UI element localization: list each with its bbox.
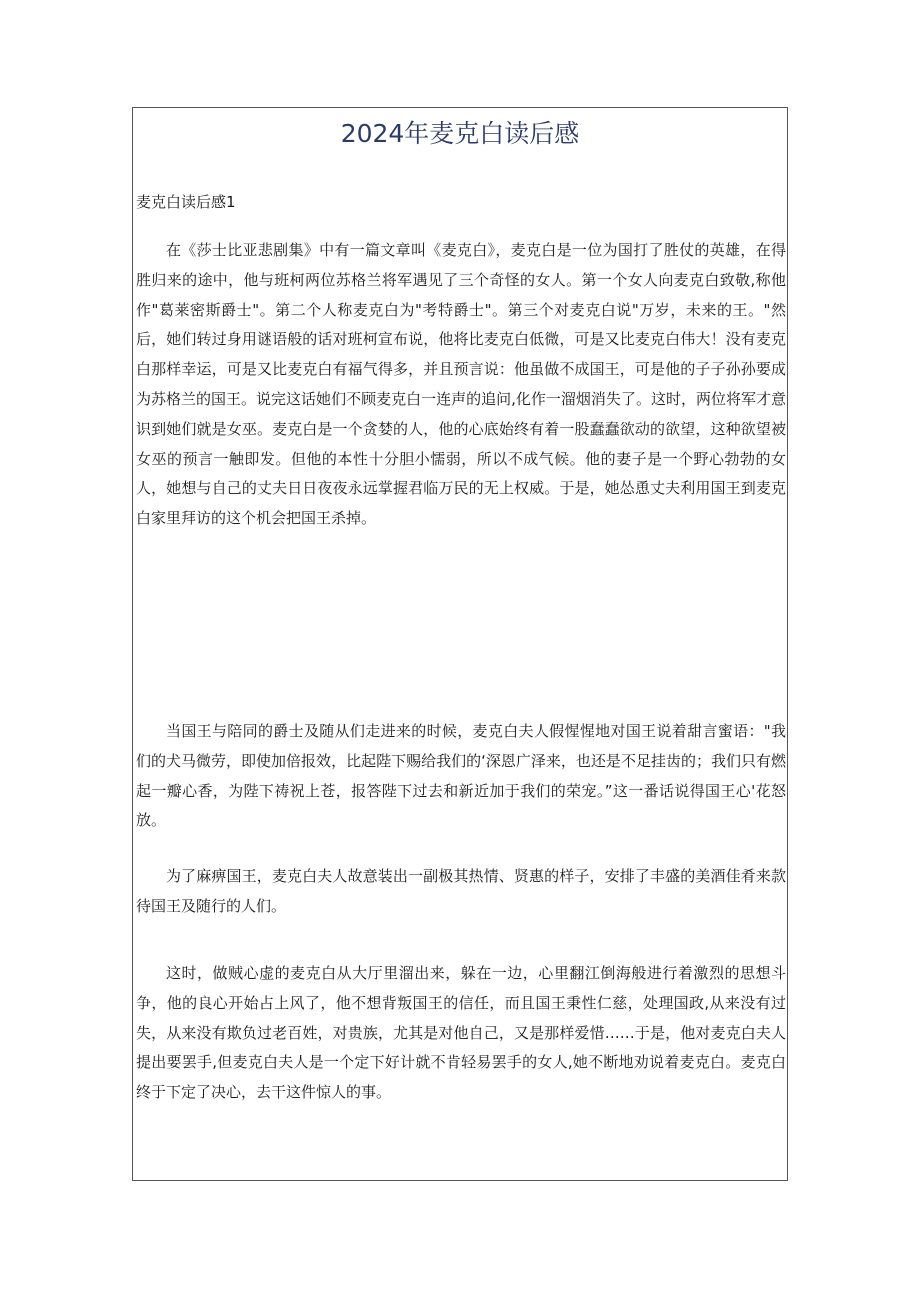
body-paragraph-3: 为了麻痹国王，麦克白夫人故意装出一副极其热情、贤惠的样子，安排了丰盛的美酒佳肴来款待国王及随行的人们。 [136, 867, 786, 915]
body-paragraph-2: 当国王与陪同的爵士及随从们走进来的时候，麦克白夫人假惺惺地对国王说着甜言蜜语："我们的犬马微劳，即使加倍报效，比起陛下赐给我们的‘深恩广泽来，也还是不足挂齿的；我们只有燃起一瓣心香，为陛下祷祝上苍，报答陛下过去和新近加于我们的荣宠。”这一番话说得国王心'花怒放。 [136, 722, 786, 830]
body-paragraph-4: 这时，做贼心虚的麦克白从大厅里溜出来，躲在一边，心里翻江倒海般进行着激烈的思想斗争，他的良心开始占上风了，他不想背叛国王的信任，而且国王秉性仁慈，处理国政,从来没有过失，从来没有欺负过老百姓，对贵族，尤其是对他自己，又是那样爱惜……于是，他对麦克白夫人提出要罢手,但麦克白夫人是一个定下好计就不肯轻易罢手的女人,她不断地劝说着麦克白。麦克白终于下定了决心，去干这件惊人的事。 [136, 964, 786, 1102]
document-title: 2024年麦克白读后感 [340, 119, 580, 148]
body-paragraph-1: 在《莎士比亚悲剧集》中有一篇文章叫《麦克白》，麦克白是一位为国打了胜仗的英雄，在得胜归来的途中，他与班柯两位苏格兰将军遇见了三个奇怪的女人。第一个女人向麦克白致敬,称他作"葛莱密斯爵士"。第二个人称麦克白为"考特爵士"。第三个对麦克白说"万岁，未来的王。"然后，她们转过身用谜语般的话对班柯宣布说，他将比麦克白低微，可是又比麦克白伟大！没有麦克白那样幸运，可是又比麦克白有福气得多，并且预言说：他虽做不成国王，可是他的子子孙孙要成为苏格兰的国王。说完这话她们不顾麦克白一连声的追问,化作一溜烟消失了。这时，两位将军才意识到她们就是女巫。麦克白是一个贪婪的人，他的心底始终有着一股蠢蠢欲动的欲望，这种欲望被女巫的预言一触即发。但他的本性十分胆小懦弱，所以不成气候。他的妻子是一个野心勃勃的女人，她想与自己的丈夫日日夜夜永远掌握君临万民的无上权威。于是，她怂恿丈夫利用国王到麦克白家里拜访的这个机会把国王杀掉。 [136, 241, 786, 528]
section-heading: 麦克白读后感1 [136, 193, 236, 211]
